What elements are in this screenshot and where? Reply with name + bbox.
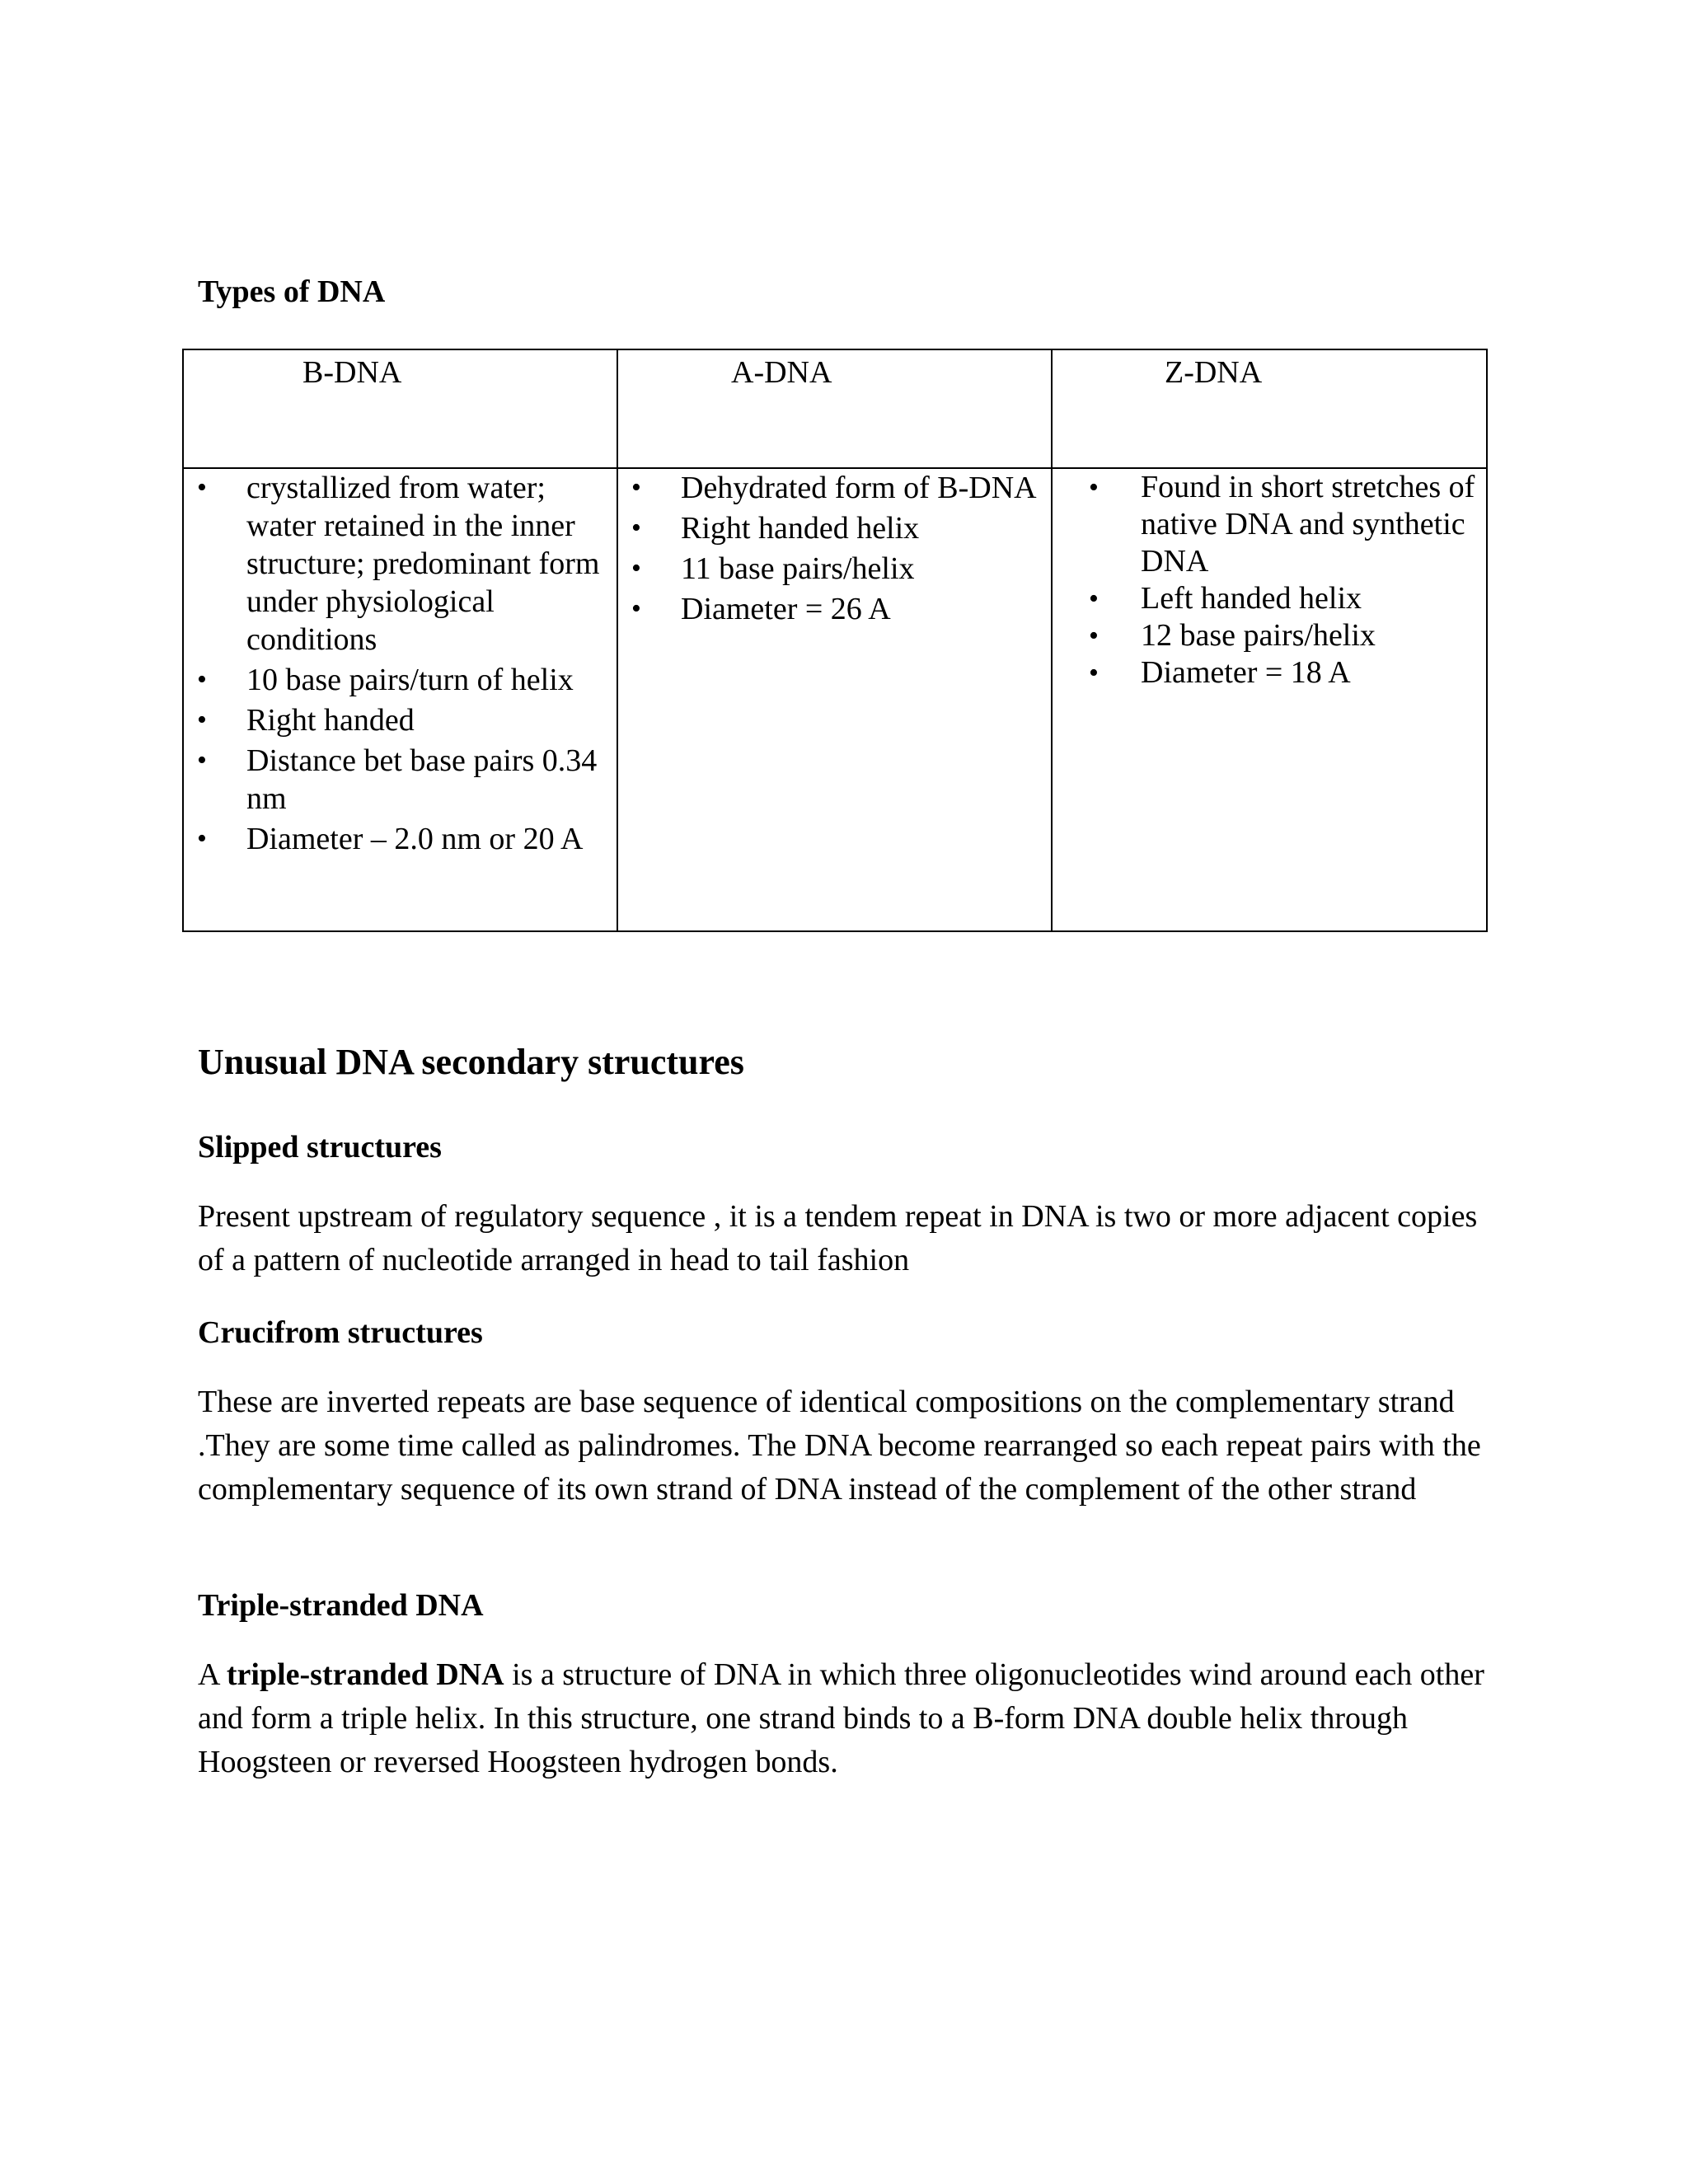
list-item-text: Right handed helix — [681, 511, 920, 546]
list-item-text: Dehydrated form of B-DNA — [681, 471, 1037, 505]
triple-text-prefix: A — [198, 1657, 227, 1692]
list-item-text: Right handed — [246, 703, 415, 738]
bullet-icon: • — [631, 472, 641, 503]
slipped-structures-heading: Slipped structures — [198, 1130, 442, 1165]
list-item-text: crystallized from water; water retained in the inner structure; predominant form under physiological conditions — [246, 471, 600, 657]
header-cell-b-dna — [183, 349, 617, 468]
list-item-text: 12 base pairs/helix — [1141, 618, 1376, 653]
bullet-icon: • — [197, 823, 207, 854]
z-dna-cell — [1052, 468, 1487, 931]
header-cell-a-dna — [617, 349, 1052, 468]
triple-text-bold: triple-stranded DNA — [226, 1657, 504, 1692]
list-item-text: Distance bet base pairs 0.34 nm — [246, 743, 598, 816]
list-item — [618, 590, 1051, 628]
header-cell-z-dna — [1052, 349, 1487, 468]
bullet-icon: • — [197, 745, 207, 776]
bullet-icon: • — [1089, 583, 1099, 614]
list-item — [618, 550, 1051, 588]
b-dna-list — [184, 469, 617, 858]
bullet-icon: • — [631, 513, 641, 543]
table-body-row — [183, 468, 1487, 931]
list-item — [184, 469, 617, 658]
b-dna-cell — [183, 468, 617, 931]
list-item — [1053, 654, 1486, 691]
list-item-text: Diameter = 26 A — [681, 592, 891, 626]
cruciform-structures-text: These are inverted repeats are base sequence of identical compositions on the complementary strand .They are some time called as palindromes. The DNA become rearranged so each repeat pairs with the complementary sequence of its own strand of DNA instead of the complement of the other strand — [198, 1385, 1481, 1507]
z-dna-list — [1053, 469, 1486, 691]
table-header-row — [183, 349, 1487, 468]
bullet-icon: • — [631, 553, 641, 583]
cruciform-structures-heading: Crucifrom structures — [198, 1315, 483, 1350]
list-item — [1053, 617, 1486, 654]
list-item — [618, 509, 1051, 547]
list-item-text: 10 base pairs/turn of helix — [246, 663, 574, 697]
list-item-text: Diameter – 2.0 nm or 20 A — [246, 822, 584, 856]
bullet-icon: • — [1089, 472, 1099, 503]
list-item-text: Left handed helix — [1141, 581, 1362, 616]
a-dna-cell — [617, 468, 1052, 931]
header-b-dna: B-DNA — [302, 355, 402, 390]
unusual-structures-heading: Unusual DNA secondary structures — [198, 1042, 744, 1082]
slipped-structures-text: Present upstream of regulatory sequence , it is a tendem repeat in DNA is two or more adjacent copies of a pattern of nucleotide arranged in head to tail fashion — [198, 1199, 1478, 1277]
list-item — [184, 701, 617, 739]
header-z-dna: Z-DNA — [1165, 355, 1263, 390]
list-item-text: 11 base pairs/helix — [681, 551, 915, 586]
list-item — [1053, 580, 1486, 617]
bullet-icon: • — [631, 593, 641, 624]
triple-stranded-text — [198, 1653, 1492, 1784]
bullet-icon: • — [197, 472, 207, 503]
list-item — [184, 742, 617, 818]
triple-stranded-heading: Triple-stranded DNA — [198, 1588, 484, 1623]
list-item — [184, 661, 617, 699]
bullet-icon: • — [1089, 621, 1099, 651]
list-item-text: Diameter = 18 A — [1141, 655, 1351, 690]
header-a-dna: A-DNA — [731, 355, 832, 390]
bullet-icon: • — [1089, 658, 1099, 688]
types-of-dna-heading: Types of DNA — [198, 274, 386, 309]
list-item-text: Found in short stretches of native DNA and synthetic DNA — [1141, 470, 1475, 579]
bullet-icon: • — [197, 664, 207, 695]
list-item — [1053, 469, 1486, 580]
triple-text-rest: is a structure of DNA in which three oligonucleotides wind around each other and form a triple helix. In this structure, one strand binds to a B-form DNA double helix through Hoogsteen or reversed Hoogsteen hydrogen bonds. — [198, 1657, 1484, 1779]
a-dna-list — [618, 469, 1051, 628]
list-item — [618, 469, 1051, 507]
dna-types-table — [182, 349, 1488, 932]
bullet-icon: • — [197, 705, 207, 735]
list-item — [184, 820, 617, 858]
